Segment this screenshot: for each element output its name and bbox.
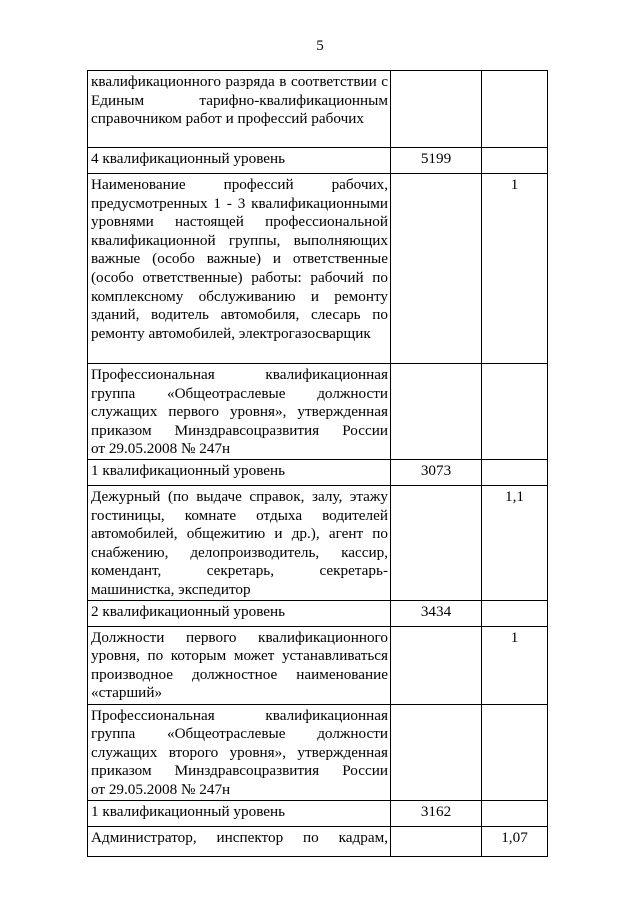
salary-cell <box>391 460 482 486</box>
position-cell <box>88 800 391 826</box>
table-row <box>88 174 548 364</box>
text-line: Наименование профессий рабочих, <box>91 176 388 193</box>
text-line: уровнями настоящей профессиональной <box>91 213 388 231</box>
coefficient-cell <box>482 486 548 601</box>
coefficient-cell <box>482 71 548 148</box>
salary-value: 3434 <box>420 602 452 620</box>
text-line: Администратор, инспектор по кадрам, <box>91 828 388 846</box>
table-row <box>88 800 548 826</box>
position-text <box>88 486 390 600</box>
salary-value <box>391 174 481 176</box>
text-line: Должности первого квалификационного <box>91 628 388 646</box>
salary-value <box>391 827 481 829</box>
coefficient-value: 1,1 <box>505 488 524 505</box>
page-number: 5 <box>316 38 324 54</box>
coefficient-cell <box>482 800 548 826</box>
salary-cell <box>391 704 482 800</box>
text-line: группа «Общеотраслевые должности <box>91 725 388 743</box>
table-row <box>88 600 548 626</box>
coefficient-cell <box>482 174 548 364</box>
text-line: ремонту автомобилей, электрогазосварщик <box>91 324 371 342</box>
text-line: Профессиональная квалификационная <box>91 366 388 383</box>
text-line: приказом Минздравсоцразвития России <box>91 421 388 439</box>
coefficient-cell <box>482 600 548 626</box>
position-text <box>88 364 390 459</box>
salary-cell <box>391 800 482 826</box>
text-line: Дежурный (по выдаче справок, залу, этажу <box>91 488 388 505</box>
position-cell <box>88 600 391 626</box>
text-line: от 29.05.2008 № 247н <box>91 440 231 458</box>
table-row <box>88 148 548 174</box>
text-line: гостиницы, комнате отдыха водителей <box>91 506 388 524</box>
text-line: 4 квалификационный уровень <box>91 150 286 167</box>
salary-cell <box>391 626 482 704</box>
position-text <box>88 148 390 169</box>
coefficient-value: 1,07 <box>501 828 528 846</box>
text-line: квалификационного разряда в соответствии с <box>91 73 388 90</box>
text-line: группа «Общеотраслевые должности <box>91 384 388 402</box>
text-line: служащих второго уровня», утвержденная <box>91 743 388 761</box>
position-cell <box>88 486 391 601</box>
tariff-table <box>87 70 548 857</box>
table-row <box>88 460 548 486</box>
text-line: (особо ответственные) работы: рабочий по <box>91 268 388 286</box>
coefficient-value <box>482 601 547 603</box>
position-text <box>88 460 390 481</box>
text-line: приказом Минздравсоцразвития России <box>91 762 388 780</box>
coefficient-value: 1 <box>510 176 519 193</box>
position-text <box>88 174 390 343</box>
text-line: справочником работ и профессий рабочих <box>91 110 364 128</box>
salary-cell <box>391 486 482 601</box>
text-line: служащих первого уровня», утвержденная <box>91 403 388 421</box>
coefficient-value: 1 <box>510 628 519 646</box>
text-line: 1 квалификационный уровень <box>91 462 286 479</box>
salary-cell <box>391 826 482 856</box>
text-line: снабжению, делопроизводитель, кассир, <box>91 543 388 561</box>
text-line: автомобилей, общежитию и др.), агент по <box>91 525 388 543</box>
salary-value <box>391 705 481 707</box>
table-row <box>88 71 548 148</box>
salary-cell <box>391 364 482 460</box>
position-cell <box>88 174 391 364</box>
text-line: «старший» <box>91 684 163 702</box>
coefficient-cell <box>482 460 548 486</box>
salary-value <box>391 627 481 629</box>
coefficient-cell <box>482 704 548 800</box>
text-line: уровня, по которым может устанавливаться <box>91 647 388 665</box>
text-line: зданий, водитель автомобиля, слесарь по <box>91 306 388 324</box>
position-text <box>88 827 390 848</box>
position-cell <box>88 704 391 800</box>
salary-value: 3073 <box>420 462 452 479</box>
table-body <box>88 71 548 857</box>
salary-value: 3162 <box>420 802 452 820</box>
text-line: Единым тарифно-квалификационным <box>91 91 388 109</box>
salary-value <box>391 486 481 488</box>
position-cell <box>88 826 391 856</box>
coefficient-cell <box>482 826 548 856</box>
position-cell <box>88 626 391 704</box>
position-cell <box>88 460 391 486</box>
salary-cell <box>391 148 482 174</box>
salary-cell <box>391 174 482 364</box>
position-cell <box>88 71 391 148</box>
salary-value <box>391 364 481 366</box>
text-line: важные (особо важные) и ответственные <box>91 250 388 268</box>
coefficient-value <box>482 801 547 803</box>
text-line: 1 квалификационный уровень <box>91 802 286 820</box>
salary-cell <box>391 71 482 148</box>
position-cell <box>88 364 391 460</box>
coefficient-cell <box>482 148 548 174</box>
text-line: предусмотренных 1 - 3 квалификационными <box>91 194 388 212</box>
coefficient-value <box>482 71 547 73</box>
coefficient-value <box>482 364 547 366</box>
table-row <box>88 704 548 800</box>
table-row <box>88 626 548 704</box>
coefficient-value <box>482 148 547 150</box>
text-line: комендант, секретарь, секретарь- <box>91 562 388 580</box>
text-line: квалификационной группы, выполняющих <box>91 231 388 249</box>
salary-value: 5199 <box>420 150 452 167</box>
coefficient-value <box>482 705 547 707</box>
text-line: машинистка, экспедитор <box>91 580 251 598</box>
text-line: от 29.05.2008 № 247н <box>91 780 231 798</box>
position-text <box>88 705 390 800</box>
table-row <box>88 826 548 856</box>
coefficient-value <box>482 460 547 462</box>
coefficient-cell <box>482 626 548 704</box>
text-line: производное должностное наименование <box>91 665 388 683</box>
text-line: Профессиональная квалификационная <box>91 706 388 724</box>
table-row <box>88 364 548 460</box>
position-text <box>88 801 390 822</box>
coefficient-cell <box>482 364 548 460</box>
salary-value <box>391 71 481 73</box>
salary-cell <box>391 600 482 626</box>
text-line: 2 квалификационный уровень <box>91 602 286 620</box>
table-row <box>88 486 548 601</box>
text-line: комплексному обслуживанию и ремонту <box>91 287 388 305</box>
position-text <box>88 71 390 129</box>
position-text <box>88 601 390 622</box>
position-cell <box>88 148 391 174</box>
position-text <box>88 627 390 703</box>
